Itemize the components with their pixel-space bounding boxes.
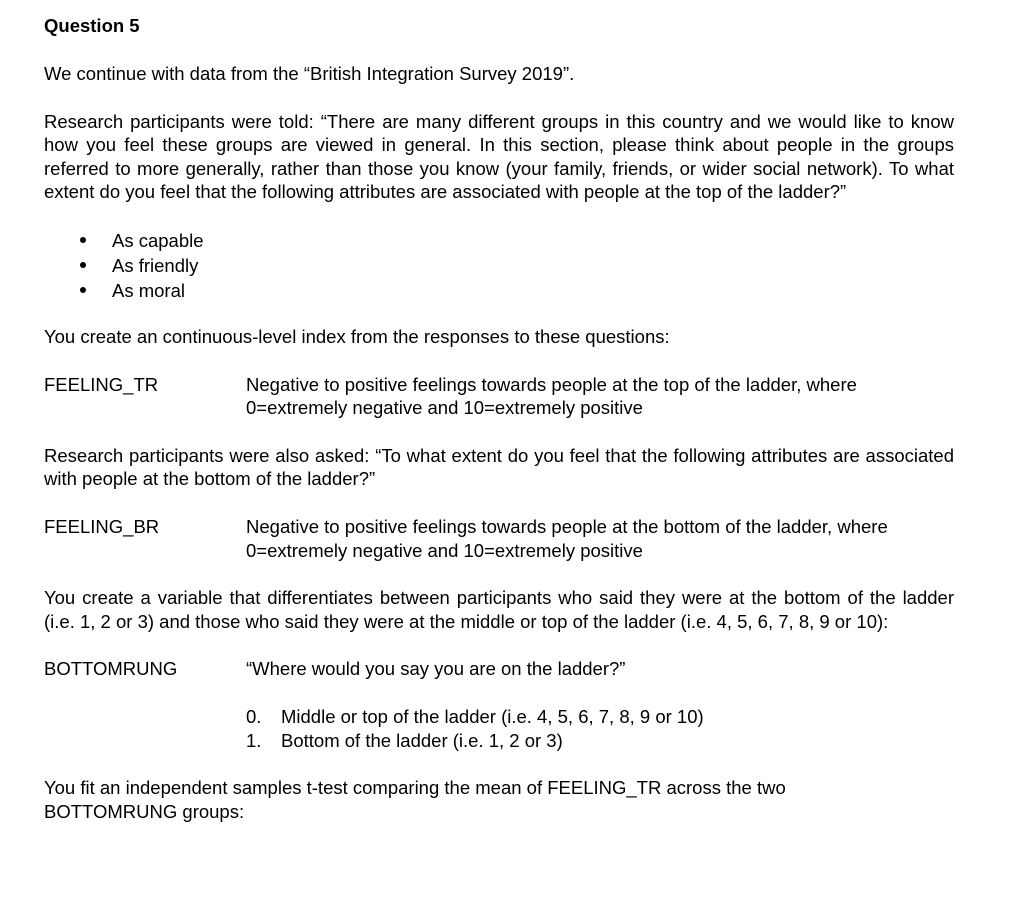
variable-description: Negative to positive feelings towards people at the top of the ladder, where 0=extremely negative and 10=extremely positive: [246, 373, 857, 419]
bullet-icon: [80, 237, 86, 243]
list-item: [44, 278, 954, 303]
list-item: [246, 729, 954, 753]
variable-name: FEELING_TR: [44, 373, 159, 395]
index-intro-paragraph: You create an continuous-level index from the responses to these questions:: [44, 325, 670, 347]
attribute-list: [44, 228, 954, 303]
question-title: Question 5: [44, 15, 140, 36]
variable-definition-bottomrung: [44, 657, 954, 681]
attribute-label: As moral: [112, 279, 185, 301]
variable-definition-feeling-br: [44, 515, 954, 562]
variable-name: FEELING_BR: [44, 515, 160, 537]
variable-name: BOTTOMRUNG: [44, 658, 178, 680]
intro-paragraph: We continue with data from the “British Integration Survey 2019”.: [44, 63, 575, 84]
option-code: 1.: [246, 729, 262, 751]
survey-prompt-top: Research participants were told: “There are many different groups in this country and we would like to know how you feel these groups are viewed in general. In this section, please think about people in the groups referred to more generally, rather than those you know (your family, friends, or wider social network). To what extent do you feel that the following attributes are associated with people at the top of the ladder?”: [44, 110, 954, 203]
attribute-label: As friendly: [112, 254, 199, 276]
list-item: [44, 253, 954, 278]
bullet-icon: [80, 287, 86, 293]
list-item: [44, 228, 954, 253]
list-item: [246, 705, 954, 729]
option-label: Middle or top of the ladder (i.e. 4, 5, 6, 7, 8, 9 or 10): [281, 705, 704, 727]
option-label: Bottom of the ladder (i.e. 1, 2 or 3): [281, 729, 563, 751]
ttest-paragraph: You fit an independent samples t-test comparing the mean of FEELING_TR across the two BOTTOMRUNG groups:: [44, 777, 786, 822]
attribute-label: As capable: [112, 229, 204, 251]
variable-description: “Where would you say you are on the ladder?”: [246, 658, 626, 680]
variable-definition-feeling-tr: [44, 373, 954, 420]
bullet-icon: [80, 262, 86, 268]
option-code: 0.: [246, 705, 262, 727]
variable-description: Negative to positive feelings towards people at the bottom of the ladder, where 0=extremely negative and 10=extremely positive: [246, 515, 888, 561]
survey-prompt-bottom: Research participants were also asked: “To what extent do you feel that the following attributes are associated with people at the bottom of the ladder?”: [44, 444, 954, 490]
variable-intro-paragraph: You create a variable that differentiates between participants who said they were at the bottom of the ladder (i.e. 1, 2 or 3) and those who said they were at the middle or top of the ladder (i.e. 4, 5, 6, 7, 8, 9 or 10):: [44, 587, 954, 632]
document-page: [44, 14, 954, 823]
bottomrung-options: [44, 705, 954, 752]
